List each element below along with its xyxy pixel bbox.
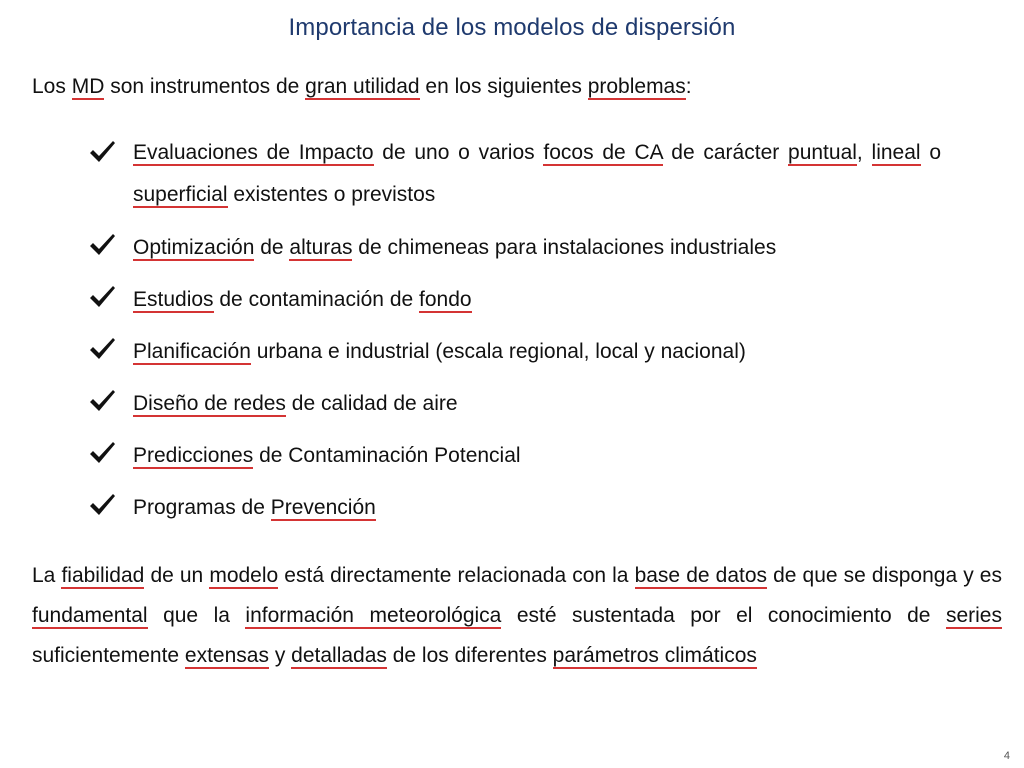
page-number: 4 [1003, 750, 1010, 762]
bullet-text [133, 435, 941, 477]
underlined-term: Estudios [133, 288, 214, 311]
paragraph-text: esté sustentada por el conocimiento de [501, 604, 946, 627]
bullet-text-part: urbana e industrial (escala regional, local y nacional) [250, 340, 746, 363]
paragraph-text: de que se disponga y es [767, 564, 1002, 587]
bullet-text-part: de [254, 236, 290, 259]
underlined-term: Planificación [133, 340, 251, 363]
bullet-text-part: de uno o varios [373, 141, 544, 164]
checkmark-icon [88, 231, 116, 259]
underlined-term: fiabilidad [61, 564, 145, 587]
checkmark-icon [88, 283, 116, 311]
underlined-term: base de datos [634, 564, 768, 587]
underlined-term: MD [71, 75, 105, 98]
paragraph-text: está directamente relacionada con la [278, 564, 635, 587]
checkmark-icon [88, 387, 116, 415]
underlined-term: modelo [209, 564, 279, 587]
conclusion-paragraph [32, 556, 1002, 676]
underlined-term: detalladas [291, 644, 387, 667]
underlined-term: gran utilidad [305, 75, 420, 98]
bullet-text-part: o [920, 141, 942, 164]
underlined-term: Evaluaciones de Impacto [133, 141, 374, 164]
bullet-text-part: de contaminación de [213, 288, 420, 311]
bullet-text [133, 331, 941, 373]
underlined-term: focos de CA [543, 141, 663, 164]
underlined-term: problemas [587, 75, 686, 98]
underlined-term: fondo [419, 288, 472, 311]
bullet-text [133, 132, 941, 216]
bullet-text-part: de Contaminación Potencial [253, 444, 521, 467]
underlined-term: Optimización [133, 236, 255, 259]
underlined-term: puntual [788, 141, 857, 164]
slide-title: Importancia de los modelos de dispersión [288, 14, 736, 41]
checkmark-icon [88, 335, 116, 363]
underlined-term: fundamental [32, 604, 148, 627]
checkmark-icon [88, 439, 116, 467]
bullet-text [133, 279, 941, 321]
bullet-text-part: existentes o previstos [227, 183, 436, 206]
underlined-term: Prevención [270, 496, 376, 519]
underlined-term: Predicciones [133, 444, 254, 467]
paragraph-text: y [268, 644, 292, 667]
bullet-text [133, 487, 941, 529]
bullet-text [133, 383, 941, 425]
paragraph-text: que la [147, 604, 246, 627]
intro-text: en los siguientes [419, 75, 588, 98]
bullet-text-part: de calidad de aire [285, 392, 458, 415]
underlined-term: alturas [289, 236, 353, 259]
paragraph-text: de los diferentes [386, 644, 553, 667]
intro-text: son instrumentos de [104, 75, 306, 98]
intro-text: : [685, 75, 692, 98]
paragraph-text: suficientemente [32, 644, 185, 667]
bullet-text-part: Programas de [133, 496, 271, 519]
underlined-term: información meteorológica [245, 604, 502, 627]
intro-line [32, 75, 692, 99]
bullet-text-part: de chimeneas para instalaciones industriales [352, 236, 777, 259]
underlined-term: extensas [184, 644, 269, 667]
bullet-text-part: , [856, 141, 872, 164]
intro-text: Los [32, 75, 72, 98]
underlined-term: Diseño de redes [133, 392, 286, 415]
underlined-term: superficial [133, 183, 228, 206]
checkmark-icon [88, 491, 116, 519]
bullet-text-part: de carácter [662, 141, 789, 164]
paragraph-text: La [32, 564, 62, 587]
underlined-term: lineal [871, 141, 921, 164]
checkmark-icon [88, 138, 116, 166]
underlined-term: parámetros climáticos [552, 644, 757, 667]
bullet-text [133, 227, 941, 269]
paragraph-text: de un [144, 564, 210, 587]
underlined-term: series [945, 604, 1002, 627]
